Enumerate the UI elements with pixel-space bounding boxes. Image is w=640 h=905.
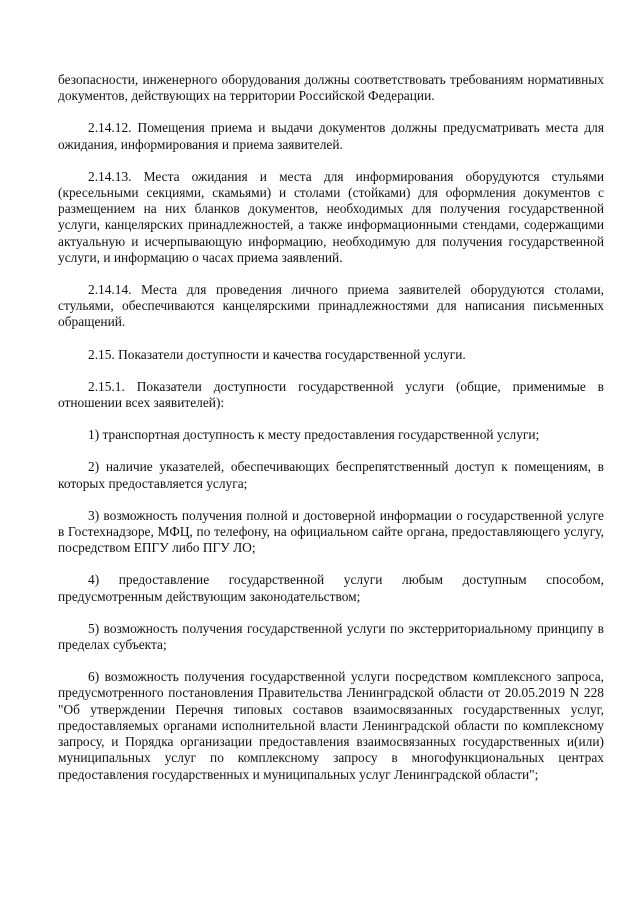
list-item-1: 1) транспортная доступность к месту предоставления государственной услуги; [88,427,540,443]
paragraph-2-15-1: 2.15.1. Показатели доступности государственной услуги (общие, применимые в отношении всех заявителей): [58,378,604,411]
paragraph-2-14-13: 2.14.13. Места ожидания и места для информирования оборудуются стульями (кресельными секциями, скамьями) и столами (стойками) для оформления документов с размещением на них бланков документов, необходимых для получения государственной услуги, канцелярских принадлежностей, а также информационными стендами, содержащими актуальную и исчерпывающую информацию, необходимую для получения государственной услуги, и информацию о часах приема заявлений. [58,168,604,265]
paragraph-2-15: 2.15. Показатели доступности и качества государственной услуги. [88,346,466,362]
list-item-6: 6) возможность получения государственной услуги посредством комплексного запроса, предусмотренного постановления Правительства Ленинградской области от 20.05.2019 N 228 "Об утверждении Перечня типовых составов взаимосвязанных государственных услуг, предоставляемых органами исполнительной власти Ленинградской области по комплексному запросу, и Порядка организации предоставления взаимосвязанных государственных и(или) муниципальных услуг по комплексному запросу в многофункциональных центрах предоставления государственных и муниципальных услуг Ленинградской области"; [58,669,604,782]
paragraph-2-14-12: 2.14.12. Помещения приема и выдачи документов должны предусматривать места для ожидания, информирования и приема заявителей. [58,120,604,152]
list-item-3: 3) возможность получения полной и достоверной информации о государственной услуге в Гостехнадзоре, МФЦ, по телефону, на официальном сайте органа, предоставляющего услугу, посредством ЕПГУ либо ПГУ ЛО; [58,507,604,556]
document-page [58,72,604,799]
paragraph-2-14-14: 2.14.14. Места для проведения личного приема заявителей оборудуются столами, стульями, обеспечиваются канцелярскими принадлежностями для написания письменных обращений. [58,282,604,330]
list-item-4: 4) предоставление государственной услуги любым доступным способом, предусмотренным действующим законодательством; [58,572,604,604]
paragraph-continuation: безопасности, инженерного оборудования должны соответствовать требованиям нормативных документов, действующих на территории Российской Федерации. [58,72,604,104]
list-item-2: 2) наличие указателей, обеспечивающих беспрепятственный доступ к помещениям, в которых предоставляется услуга; [58,459,604,491]
list-item-5: 5) возможность получения государственной услуги по экстерриториальному принципу в пределах субъекта; [58,620,604,653]
